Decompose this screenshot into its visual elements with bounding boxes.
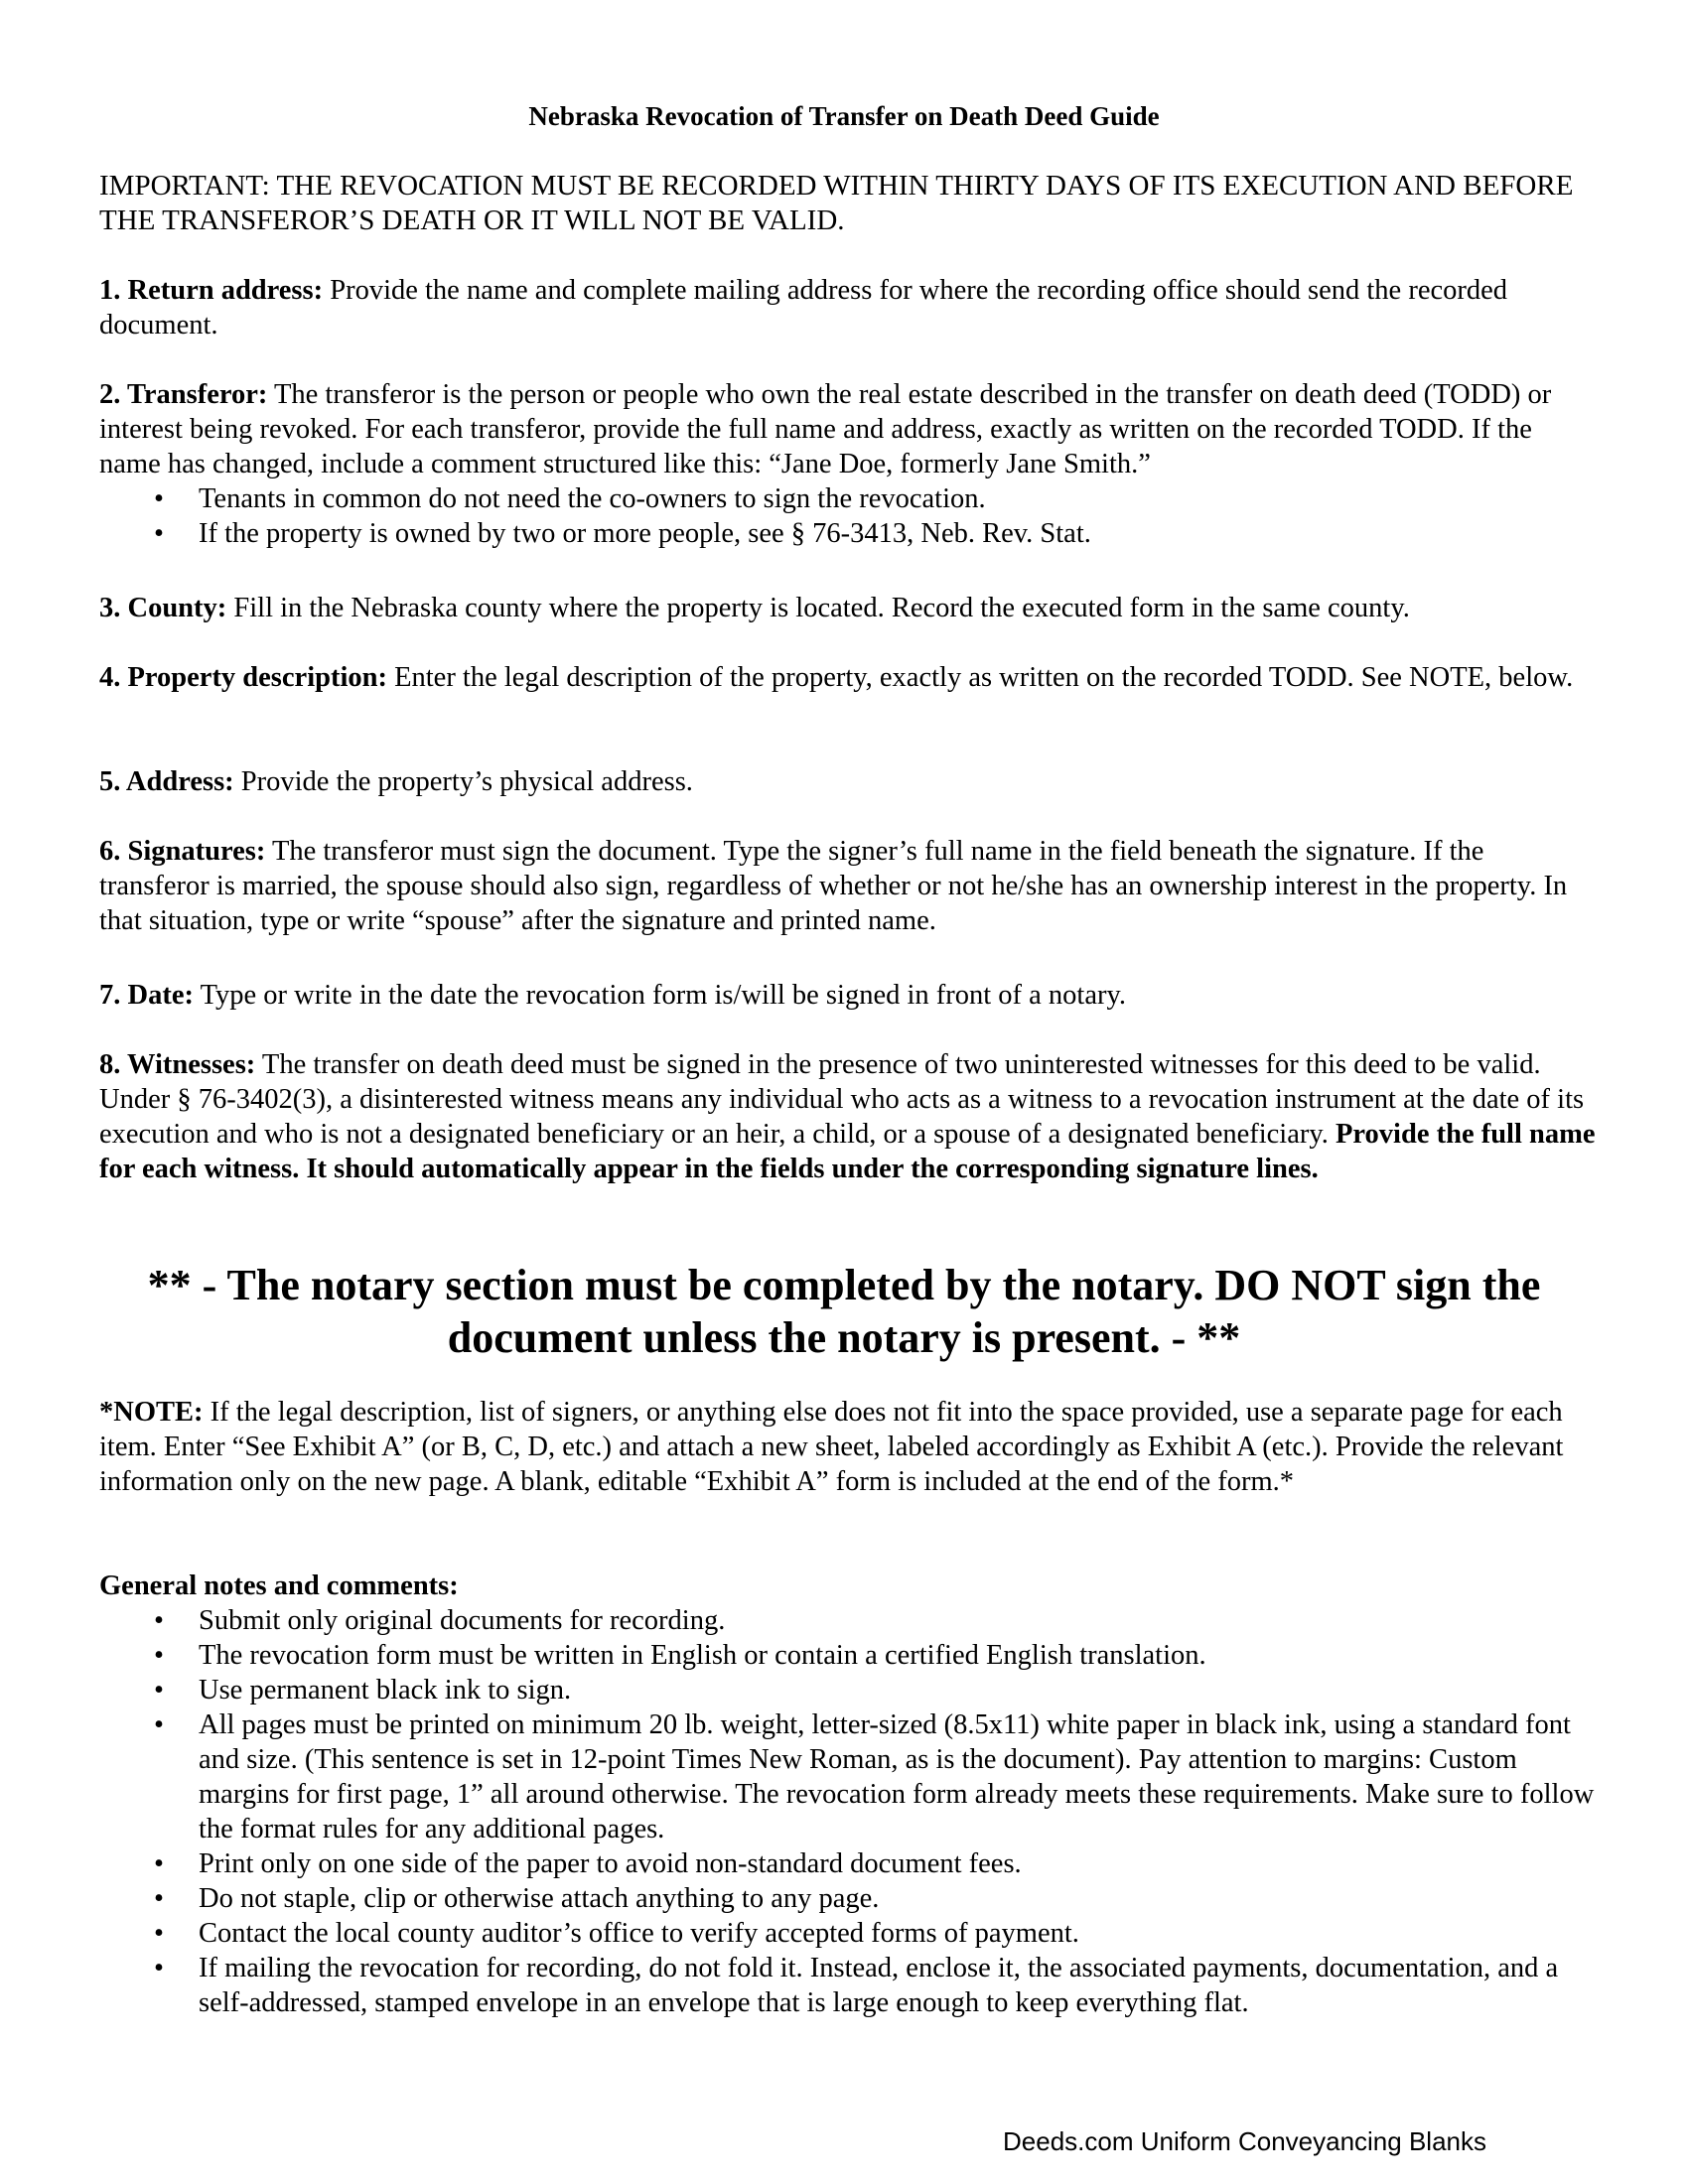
item-text: The transfer on death deed must be signed in the presence of two uninterested witnesses for this deed to be valid. Under § 76-3402(3), a disinterested witness means any individual who acts as a witness to a revocation instrument at the date of its execution and who is not a designated beneficiary or an heir, a child, or a spouse of a designated beneficiary. [99,1049,1585,1150]
item-label: 8. Witnesses: [99,1049,256,1080]
item-text: Provide the property’s physical address. [233,766,693,797]
transferor-bullets [99,481,1599,551]
list-item: • If the property is owned by two or more people, see § 76-3413, Neb. Rev. Stat. [99,516,1599,551]
item-return-address [99,273,1599,342]
list-item: • The revocation form must be written in English or contain a certified English translation. [99,1638,1599,1673]
note-label: *NOTE: [99,1397,204,1428]
list-item: • All pages must be printed on minimum 20 lb. weight, letter-sized (8.5x11) white paper in black ink, using a standard font and size. (This sentence is set in 12-point Times New Roman, as is the document). Pay attention to margins: Custom margins for first page, 1” all around otherwise. The revocation form already meets these requirements. Make sure to follow the format rules for any additional pages. [99,1707,1599,1846]
list-item: • Use permanent black ink to sign. [99,1673,1599,1707]
general-notes-list [99,1603,1599,2020]
item-text: Fill in the Nebraska county where the property is located. Record the executed form in the same county. [226,593,1410,623]
important-notice: IMPORTANT: THE REVOCATION MUST BE RECORDED WITHIN THIRTY DAYS OF ITS EXECUTION AND BEFORE THE TRANSFEROR’S DEATH OR IT WILL NOT BE VALID. [99,170,1574,236]
note-paragraph [99,1395,1599,1499]
item-county [99,591,1599,625]
item-signatures [99,834,1599,938]
item-text: Provide the name and complete mailing address for where the recording office should send the recorded document. [99,275,1508,341]
item-label: 3. County: [99,593,227,623]
item-date [99,978,1599,1013]
item-property-description [99,660,1599,695]
list-item: • If mailing the revocation for recording, do not fold it. Instead, enclose it, the associated payments, documentation, and a self-addressed, stamped envelope in an envelope that is large enough to keep everything flat. [99,1951,1599,2020]
list-item: • Submit only original documents for recording. [99,1603,1599,1638]
item-label: 5. Address: [99,766,234,797]
list-item: • Contact the local county auditor’s office to verify accepted forms of payment. [99,1916,1599,1951]
item-bold-tail: Provide the full name for each witness. It should automatically appear in the fields under the corresponding signature lines. [99,1119,1596,1184]
item-label: 4. Property description: [99,662,387,693]
item-label: 2. Transferor: [99,379,268,410]
list-item: • Do not staple, clip or otherwise attach anything to any page. [99,1881,1599,1916]
item-text: The transferor is the person or people who own the real estate described in the transfer on death deed (TODD) or interest being revoked. For each transferor, provide the full name and address, exactly as written on the recorded TODD. If the name has changed, include a comment structured like this: “Jane Doe, formerly Jane Smith.” [99,379,1552,479]
general-notes [99,1569,1599,2020]
item-text: Enter the legal description of the property, exactly as written on the recorded TODD. See NOTE, below. [386,662,1574,693]
item-text: The transferor must sign the document. Type the signer’s full name in the field beneath the signature. If the transferor is married, the spouse should also sign, regardless of whether or not he/she has an ownership interest in the property. In that situation, type or write “spouse” after the signature and printed name. [99,836,1568,936]
item-address [99,764,1599,799]
general-notes-heading: General notes and comments: [99,1570,459,1601]
item-label: 1. Return address: [99,275,324,306]
list-item: • Tenants in common do not need the co-owners to sign the revocation. [99,481,1599,516]
list-item: • Print only on one side of the paper to avoid non-standard document fees. [99,1846,1599,1881]
item-label: 7. Date: [99,980,194,1011]
item-witnesses [99,1047,1599,1186]
item-label: 6. Signatures: [99,836,266,867]
page-title: Nebraska Revocation of Transfer on Death Deed Guide [528,101,1160,131]
notary-warning-banner: ** - The notary section must be completed by the notary. DO NOT sign the document unless the notary is present. - ** [147,1261,1541,1362]
note-text: If the legal description, list of signers, or anything else does not fit into the space provided, use a separate page for each item. Enter “See Exhibit A” (or B, C, D, etc.) and attach a new sheet, labeled accordingly as Exhibit A (etc.). Provide the relevant information only on the new page. A blank, editable “Exhibit A” form is included at the end of the form.* [99,1397,1564,1497]
footer-credit: Deeds.com Uniform Conveyancing Blanks [1003,2126,1486,2156]
item-transferor [99,377,1599,551]
item-text: Type or write in the date the revocation form is/will be signed in front of a notary. [193,980,1127,1011]
